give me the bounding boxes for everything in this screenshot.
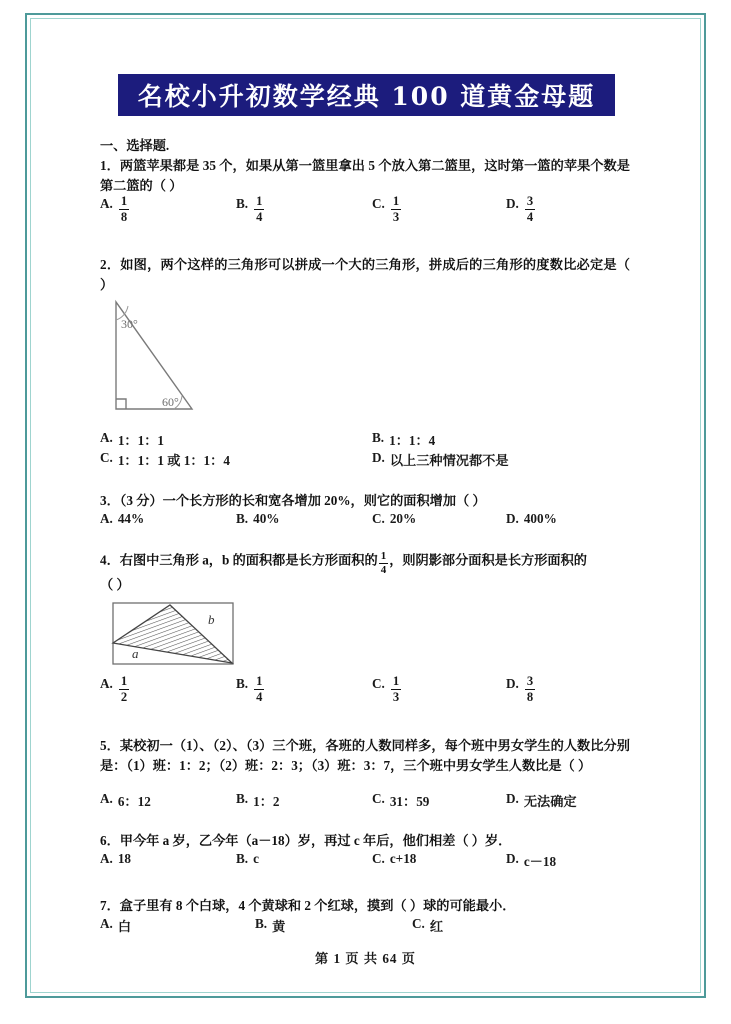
option-label: B. <box>236 676 249 691</box>
option-5-c[interactable] <box>372 791 429 810</box>
option-4-d[interactable] <box>506 676 536 704</box>
option-label: B. <box>236 511 249 526</box>
option-label: C. <box>100 450 113 465</box>
option-fraction: $\frac{1}{3}$ <box>392 674 400 704</box>
option-label: B. <box>236 196 249 211</box>
option-2-a[interactable] <box>100 430 164 449</box>
option-label: D. <box>372 450 385 465</box>
option-6-a[interactable] <box>100 851 131 867</box>
option-label: A. <box>100 196 113 211</box>
title-banner <box>118 74 615 116</box>
question-4-stem-fraction: $\frac{1}{4}$ <box>380 550 387 576</box>
option-4-b[interactable] <box>236 676 265 704</box>
option-label: B. <box>236 791 249 806</box>
option-text: 1：1：1 <box>117 433 164 448</box>
option-text: c <box>253 851 259 866</box>
option-label: D. <box>506 511 519 526</box>
question-7-options <box>100 916 640 936</box>
figure-label-b: b <box>208 612 215 627</box>
option-text: 1：1：1 或 1：1：4 <box>117 453 230 468</box>
option-2-b[interactable] <box>372 430 435 449</box>
option-fraction: $\frac{1}{2}$ <box>120 674 128 704</box>
option-fraction: $\frac{1}{4}$ <box>256 674 263 704</box>
option-label: A. <box>100 851 113 866</box>
question-3-stem: 3．（3 分）一个长方形的长和宽各增加 20%，则它的面积增加（ ） <box>100 493 486 508</box>
question-6-stem: 6．甲今年 a 岁，乙今年（a－18）岁，再过 c 年后，他们相差（ ）岁． <box>100 833 512 848</box>
section-heading: 一、选择题. <box>100 138 170 153</box>
option-text: 40% <box>253 511 280 526</box>
option-5-d[interactable] <box>506 791 577 810</box>
option-3-a[interactable] <box>100 511 144 527</box>
option-3-b[interactable] <box>236 511 279 527</box>
option-5-a[interactable] <box>100 791 151 810</box>
angle-label-top: 30° <box>121 317 138 331</box>
option-fraction: $\frac{3}{4}$ <box>526 194 534 224</box>
option-text: c－18 <box>523 854 557 869</box>
option-text: 18 <box>117 851 132 866</box>
option-label: C. <box>412 916 425 931</box>
option-3-d[interactable] <box>506 511 557 527</box>
option-label: D. <box>506 791 519 806</box>
option-2-c[interactable] <box>100 450 230 469</box>
question-2-figure-right-triangle <box>104 296 204 425</box>
question-4-stem-part1: 4．右图中三角形 a，b 的面积都是长方形面积的 <box>100 552 378 568</box>
option-1-c[interactable] <box>372 196 402 224</box>
option-text: 红 <box>429 919 444 934</box>
option-1-d[interactable] <box>506 196 536 224</box>
option-text: 以上三种情况都不是 <box>389 453 509 468</box>
option-text: c+18 <box>389 851 417 866</box>
question-3-options <box>100 511 640 531</box>
option-label: C. <box>372 196 385 211</box>
option-fraction: $\frac{1}{3}$ <box>392 194 400 224</box>
option-label: B. <box>372 430 385 445</box>
option-text: 黄 <box>272 919 286 934</box>
option-label: B. <box>236 851 249 866</box>
option-label: C. <box>372 791 385 806</box>
option-label: A. <box>100 676 113 691</box>
option-label: A. <box>100 791 113 806</box>
question-4-options <box>100 676 640 710</box>
option-3-c[interactable] <box>372 511 416 527</box>
option-label: C. <box>372 851 385 866</box>
question-5-stem: 5．某校初一（1）、（2）、（3）三个班，各班的人数同样多，每个班中男女学生的人数比分别是：（1）班：1：2；（2）班：2：3；（3）班：3：7，三个班中男女学生人数比是（ ） <box>100 738 630 773</box>
question-4-stem <box>100 549 630 574</box>
option-7-a[interactable] <box>100 916 131 935</box>
option-text: 无法确定 <box>523 794 577 809</box>
option-label: D. <box>506 676 519 691</box>
option-label: B. <box>255 916 268 931</box>
option-6-b[interactable] <box>236 851 259 867</box>
option-text: 白 <box>117 919 132 934</box>
option-2-d[interactable] <box>372 450 509 469</box>
option-6-d[interactable] <box>506 851 556 870</box>
option-label: C. <box>372 511 385 526</box>
option-6-c[interactable] <box>372 851 416 867</box>
option-label: D. <box>506 196 519 211</box>
option-text: 31：59 <box>389 794 430 809</box>
page-title: 名校小升初数学经典 100 道黄金母题 <box>137 82 596 111</box>
option-text: 44% <box>117 511 145 526</box>
question-5-options <box>100 791 640 811</box>
question-2-options-row-1 <box>100 430 640 450</box>
question-4-figure-shaded-triangle <box>110 600 238 673</box>
option-7-c[interactable] <box>412 916 443 935</box>
option-text: 400% <box>523 511 557 526</box>
figure-label-a: a <box>132 646 139 661</box>
option-5-b[interactable] <box>236 791 279 810</box>
option-1-a[interactable] <box>100 196 130 224</box>
question-2-stem: 2．如图，两个这样的三角形可以拼成一个大的三角形，拼成后的三角形的度数比必定是（ ） <box>100 257 630 292</box>
question-2-options-row-2 <box>100 450 640 470</box>
question-1-options <box>100 196 640 230</box>
question-1-stem: 1．两篮苹果都是 35 个，如果从第一篮里拿出 5 个放入第二篮里，这时第一篮的苹果个数是第二篮的（ ） <box>100 158 630 193</box>
option-label: C. <box>372 676 385 691</box>
question-6-options <box>100 851 640 871</box>
option-label: D. <box>506 851 519 866</box>
option-label: A. <box>100 511 113 526</box>
option-text: 1：1：4 <box>389 433 436 448</box>
question-4-stem-part3: （ ） <box>100 577 130 592</box>
option-1-b[interactable] <box>236 196 265 224</box>
question-4-stem-part2: ，则阴影部分面积是长方形面积的 <box>389 552 587 568</box>
option-label: A. <box>100 430 113 445</box>
option-7-b[interactable] <box>255 916 285 935</box>
option-text: 20% <box>389 511 417 526</box>
angle-label-bottom: 60° <box>162 395 179 409</box>
option-text: 1：2 <box>253 794 280 809</box>
option-fraction: $\frac{3}{8}$ <box>526 674 534 704</box>
option-text: 6：12 <box>117 794 151 809</box>
option-fraction: $\frac{1}{4}$ <box>256 194 263 224</box>
question-7-stem: 7．盒子里有 8 个白球，4 个黄球和 2 个红球，摸到（ ）球的可能最小． <box>100 898 516 913</box>
option-4-a[interactable] <box>100 676 130 704</box>
page-footer: 第 1 页 共 64 页 <box>314 951 416 966</box>
option-4-c[interactable] <box>372 676 402 704</box>
option-label: A. <box>100 916 113 931</box>
option-fraction: $\frac{1}{8}$ <box>120 194 128 224</box>
